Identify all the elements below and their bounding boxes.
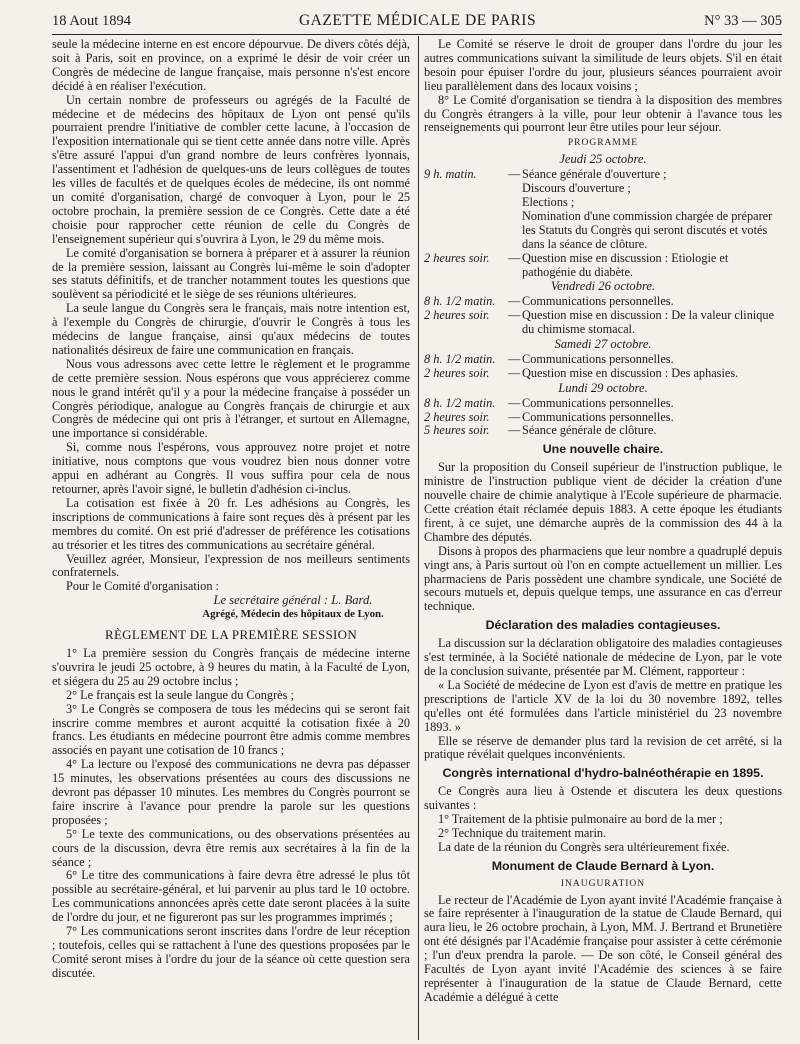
signature-title: Agrégé, Médecin des hôpitaux de Lyon.	[202, 608, 384, 621]
paragraph: Un certain nombre de professeurs ou agrégés de la Faculté de médecine et de médecins des hôpitaux de Lyon ont pensé qu'ils pourraient prendre l'initiative de combler cette lacune, à l'occasion de l'exposition internationale qui se tient cette année dans notre ville. Après s'être assuré l'appui d'un grand nombre de leurs confrères lyonnais, l'assentiment et l'adhésion de quelques-uns de leurs collègues de toutes les villes de facultés et de quelques écoles de médecine, ils ont nommé un comité d'organisation, chargé de convoquer à Lyon, pour le 25 octobre prochain, la première session de ce Congrès. Cette date a été choisie pour rapprocher cette réunion de celle du Congrès de l'enseignement supérieur qui s'ouvrira à Lyon, le 29 du même mois.	[52, 92, 410, 246]
item: Question mise en discussion : Des aphasies.	[522, 365, 739, 380]
paragraph: La date de la réunion du Congrès sera ultérieurement fixée.	[438, 839, 730, 854]
section-heading-chaire: Une nouvelle chaire.	[542, 442, 664, 457]
programme-row	[424, 309, 782, 337]
section-heading-claude-bernard: Monument de Claude Bernard à Lyon.	[491, 858, 715, 873]
time: 2 heures soir.	[424, 250, 490, 265]
day-heading: Vendredi 26 octobre.	[550, 279, 656, 294]
paragraph: Nous vous adressons avec cette lettre le règlement et le programme de cette première session. Nous espérons que vous apprécierez comme nous le grand intérêt qu'il y a pour la médecine française à posséder un Congrès périodique, analogue au Congrès français de chirurgie et aux Congrès de médecine qui ont pris à l'étranger, et surtout en Allemagne, une importance si considérable.	[52, 356, 410, 441]
programme-row	[424, 182, 782, 196]
day-heading: Jeudi 25 octobre.	[559, 152, 647, 167]
programme-day	[424, 153, 782, 279]
paragraph: Le Comité se réserve le droit de grouper dans l'ordre du jour les autres communications suivant la similitude de leurs objets. S'il en était besoin pour épuiser l'ordre du jour, plusieurs séances pourraient avoir lieu parallèlement dans des locaux voisins ;	[424, 37, 782, 93]
item: Question mise en discussion : De la valeur clinique du chimisme stomacal.	[522, 308, 775, 337]
programme-row	[424, 252, 782, 280]
paragraph: 2° Technique du traitement marin.	[438, 825, 607, 840]
section-heading-hydro: Congrès international d'hydro-balnéothérapie en 1895.	[442, 766, 764, 781]
programme-row	[424, 295, 782, 309]
item: Elections ;	[522, 194, 575, 209]
paragraph: Ce Congrès aura lieu à Ostende et discutera les deux questions suivantes :	[424, 784, 782, 813]
programme-row	[424, 353, 782, 367]
time: 8 h. 1/2 matin.	[424, 351, 496, 366]
dash: —	[508, 365, 521, 380]
paragraph: 8° Le Comité d'organisation se tiendra à la disposition des membres du Congrès étrangers à la ville, pour leur obtenir à l'avance tous les renseignements qui pourront leur être utiles pour leur séjour.	[424, 92, 782, 135]
column-divider	[418, 36, 419, 1040]
paragraph: Disons à propos des pharmaciens que leur nombre a quadruplé depuis vingt ans, à Paris surtout où l'on en compte actuellement un millier. Les pharmaciens de Paris possèdent une chambre syndicale, une Société de secours mutuels et, depuis quelque temps, une assurance en cas d'erreur technique.	[424, 543, 782, 614]
page-number: N° 33 — 305	[704, 13, 782, 29]
dash: —	[508, 308, 521, 323]
signature-secretary: Le secrétaire général : L. Bard.	[213, 593, 373, 608]
paragraph: La cotisation est fixée à 20 fr. Les adhésions au Congrès, les inscriptions de communications à faire sont reçues dès à présent par les membres du comité. On est prié d'adresser de préférence les cotisations au trésorier et les titres des communications au secrétaire général.	[52, 495, 410, 552]
dash: —	[508, 423, 521, 438]
time	[424, 196, 508, 210]
item: Communications personnelles.	[522, 294, 674, 309]
time: 8 h. 1/2 matin.	[424, 294, 496, 309]
programme-row	[424, 210, 782, 252]
programme-row	[424, 168, 782, 182]
paragraph: Sur la proposition du Conseil supérieur de l'instruction publique, le ministre de l'instruction publique vient de décider la création d'une nouvelle chaire de chimie analytique à l'Ecole supérieure de pharmacie. Cette création était réclamée depuis 1883. A cette époque les étudiants firent, à ce sujet, une démarche auprès de la commission des 44 à la Chambre des députés.	[424, 460, 782, 544]
time: 2 heures soir.	[424, 409, 490, 424]
time	[424, 182, 508, 196]
paragraph: « La Société de médecine de Lyon est d'avis de mettre en pratique les prescriptions de l'article XV de la loi du 30 novembre 1892, telles qu'elles ont été formulées dans l'article ministériel du 23 novembre 1893. »	[424, 677, 782, 734]
programme-label: PROGRAMME	[567, 138, 639, 149]
paragraph: Le comité d'organisation se bornera à préparer et à assurer la réunion de la première session, laissant au Congrès lui-même le soin d'adopter ses statuts définitifs, et de trancher notamment toutes les questions que soulèvent sa périodicité et le siège de ses réunions ultérieures.	[52, 245, 410, 302]
section-heading-reglement: RÈGLEMENT DE LA PREMIÈRE SESSION	[104, 627, 358, 643]
time	[424, 210, 508, 252]
dash	[508, 210, 522, 252]
item: Question mise en discussion : Etiologie et pathogénie du diabète.	[522, 250, 729, 279]
paragraph: La discussion sur la déclaration obligatoire des maladies contagieuses s'est terminée, à la Société nationale de médecine de Lyon, par le vote de la conclusion suivante, présentée par M. Clément, rapporteur :	[424, 636, 782, 678]
item: Discours d'ouverture ;	[522, 181, 631, 196]
programme-row	[424, 411, 782, 425]
programme-row	[424, 196, 782, 210]
rule-item: 5° Le texte des communications, ou des observations présentées au cours de la discussion, devra être remis aux secrétaires à la fin de la séance ;	[52, 826, 410, 869]
paragraph: 1° Traitement de la phtisie pulmonaire au bord de la mer ;	[438, 812, 723, 827]
dash: —	[508, 351, 521, 366]
item: Séance générale de clôture.	[522, 423, 657, 438]
time: 8 h. 1/2 matin.	[424, 395, 496, 410]
time: 2 heures soir.	[424, 308, 490, 323]
item: Communications personnelles.	[522, 351, 674, 366]
day-heading: Samedi 27 octobre.	[554, 337, 652, 352]
programme-row	[424, 397, 782, 411]
section-heading-declaration: Déclaration des maladies contagieuses.	[485, 618, 721, 633]
programme-day	[424, 280, 782, 337]
time: 5 heures soir.	[424, 423, 490, 438]
paragraph: Le recteur de l'Académie de Lyon ayant invité l'Académie française à se faire représenter à l'inauguration de la statue de Claude Bernard, qui aura lieu, le 26 octobre prochain, à Lyon, MM. J. Bertrand et Brunetière ont été désignés par l'Académie française pour assister à cette cérémonie ; l'un d'eux prendra la parole. — De son côté, le Conseil général des Facultés de Lyon ayant invité l'Académie des sciences à se faire représenter à l'inauguration de la statue de Claude Bernard, cette Académie a délégué à cette	[424, 892, 782, 1004]
programme-row	[424, 424, 782, 438]
header-rule	[52, 34, 782, 35]
time: 2 heures soir.	[424, 365, 490, 380]
dash: —	[508, 409, 521, 424]
time: 9 h. matin.	[424, 167, 477, 182]
programme-row	[424, 367, 782, 381]
dash: —	[508, 294, 521, 309]
rule-item: 6° Le titre des communications à faire devra être adressé le plus tôt possible au secrétaire-général, et lui parvenir au plus tard le 10 octobre. Les communications annoncées après cette date seront placées à la suite de l'ordre du jour, et ne figureront pas sur les programmes imprimés ;	[52, 868, 410, 925]
paragraph: Pour le Comité d'organisation :	[66, 579, 219, 594]
dash: —	[508, 167, 521, 182]
item: Communications personnelles.	[522, 395, 674, 410]
dash	[508, 182, 522, 196]
item: Nomination d'une commission chargée de préparer les Statuts du Congrès qui seront discutés et votés dans la séance de clôture.	[522, 208, 773, 251]
right-column	[424, 38, 782, 1005]
paragraph: La seule langue du Congrès sera le français, mais notre intention est, à l'exemple du Congrès de chirurgie, d'ouvrir le Congrès à tous les médecins de langue française, ainsi qu'aux médecins de toutes nationalités désireux de faire une communication en français.	[52, 301, 410, 357]
left-column	[52, 38, 410, 981]
rule-item: 7° Les communications seront inscrites dans l'ordre de leur réception ; toutefois, celles qui se rattachent à l'une des questions proposées par le Comité seront mises à l'ordre du jour de la séance où cette question sera discutée.	[52, 924, 410, 980]
dash: —	[508, 250, 521, 265]
item: Communications personnelles.	[522, 409, 674, 424]
day-heading: Lundi 29 octobre.	[558, 380, 648, 395]
dash: —	[508, 395, 521, 410]
rule-item: 4° La lecture ou l'exposé des communications ne devra pas dépasser 15 minutes, les observations présentées au cours des discussions ne devront pas dépasser 10 minutes. Les membres du Congrès pourront se faire inscrire à l'avance pour prendre la parole sur les questions proposées ;	[52, 757, 410, 827]
dash	[508, 196, 522, 210]
header-date: 18 Aout 1894	[52, 13, 131, 29]
item: Séance générale d'ouverture ;	[522, 167, 667, 182]
paragraph: seule la médecine interne en est encore dépourvue. De divers côtés déjà, soit à Paris, soit en province, on a exprimé le désir de voir créer un Congrès de médecine de langue française, mais personne n's'est encore décidé à en réaliser l'exécution.	[52, 37, 410, 93]
paragraph: Si, comme nous l'espérons, vous approuvez notre projet et notre initiative, nous comptons que vous voudrez bien nous donner votre appui en adhérant au Congrès. Il vous suffira pour cela de nous retourner, après l'avoir signé, le bulletin d'adhésion ci-inclus.	[52, 440, 410, 496]
rule-item: 3° Le Congrès se composera de tous les médecins qui se seront fait inscrire comme membres et auront acquitté la cotisation fixée à 20 francs. Les étudiants en médecine pourront être admis comme membres associés en payant une cotisation de 10 francs ;	[52, 701, 410, 758]
subheading-inauguration: INAUGURATION	[560, 878, 646, 889]
rule-item: 1° La première session du Congrès français de médecine interne s'ouvrira le jeudi 25 octobre, à 9 heures du matin, à la Faculté de Lyon, et siégera du 25 au 29 octobre inclus ;	[52, 645, 410, 688]
page-header	[52, 12, 782, 34]
journal-title: GAZETTE MÉDICALE DE PARIS	[298, 12, 537, 29]
paragraph: Veuillez agréer, Monsieur, l'expression de nos meilleurs sentiments confraternels.	[52, 551, 410, 580]
paragraph: Elle se réserve de demander plus tard la revision de cet arrêté, si la pratique révélait quelques inconvénients.	[424, 733, 782, 762]
rule-item: 2° Le français est la seule langue du Congrès ;	[66, 687, 294, 702]
programme-day	[424, 382, 782, 439]
programme-day	[424, 338, 782, 381]
